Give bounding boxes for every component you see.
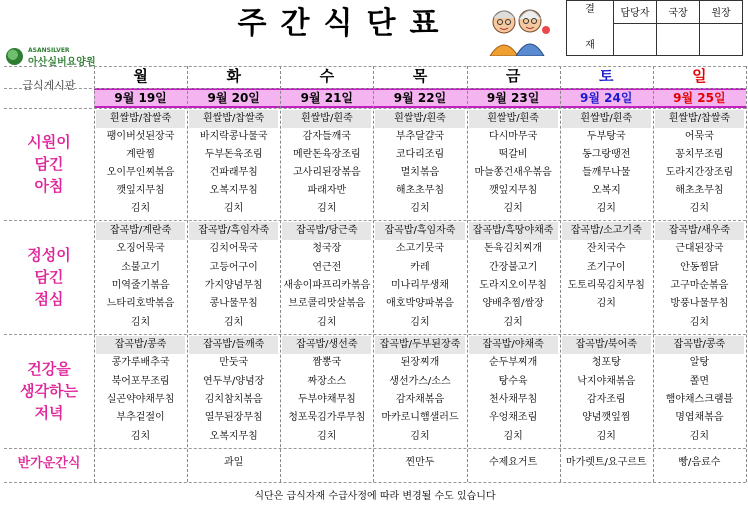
day-date-4: 9월 22일	[393, 91, 447, 105]
menu-item: 방풍나물무침	[670, 298, 729, 310]
menu-item: 알탕	[689, 357, 710, 369]
day-name-5: 금	[505, 67, 521, 85]
menu-item: 멸치볶음	[400, 167, 440, 178]
menu-item: 김치	[410, 203, 430, 214]
menu-item: 고구마순볶음	[670, 279, 729, 291]
menu-cell	[94, 110, 187, 220]
menu-item: 계란찜	[126, 149, 156, 160]
menu-item: 김치	[596, 298, 616, 310]
menu-item: 오징어묵국	[116, 243, 165, 255]
menu-item: 돈육김치찌개	[484, 243, 543, 255]
menu-cell	[560, 336, 653, 448]
menu-item: 들깨무나물	[582, 167, 631, 178]
menu-staple: 잡곡밥/흑임자죽	[375, 222, 464, 240]
menu-staple: 잡곡밥/계란죽	[96, 222, 185, 240]
menu-cell	[373, 336, 466, 448]
menu-item: 김치	[410, 316, 430, 328]
menu-item: 오복지무침	[209, 185, 258, 196]
menu-item: 낙지야채볶음	[577, 375, 636, 387]
menu-item: 조기구이	[586, 261, 626, 273]
meal-label-2	[4, 244, 94, 310]
menu-staple: 흰쌀밥/찹쌀죽	[655, 110, 744, 128]
menu-cell	[467, 336, 560, 448]
meal-label-line: 아침	[34, 177, 64, 195]
menu-item: 근대된장국	[675, 243, 724, 255]
menu-item: 김치어묵국	[209, 243, 258, 255]
menu-item: 연근전	[312, 261, 342, 273]
menu-item: 콩나물무침	[209, 298, 258, 310]
menu-item: 청국장	[312, 243, 342, 255]
menu-item: 청포탕	[591, 357, 621, 369]
menu-item: 건파래무침	[209, 167, 258, 178]
meal-label-line: 담긴	[34, 155, 64, 173]
menu-item: 두부돈육조림	[204, 149, 263, 160]
day-name-4: 목	[412, 67, 428, 85]
menu-item: 김치	[130, 316, 151, 328]
row-divider	[4, 66, 746, 67]
snack-item: 마가렛트/요구르트	[565, 457, 647, 468]
menu-item: 생선가스/소스	[389, 375, 451, 387]
menu-item: 된장찌개	[400, 357, 440, 369]
menu-item: 짜장소스	[307, 375, 347, 387]
menu-item: 마늘쫑건새우볶음	[474, 167, 552, 178]
footer-note: 식단은 급식자재 수급사정에 따라 변경될 수도 있습니다	[254, 491, 496, 502]
menu-item: 김치	[689, 430, 710, 442]
menu-cell	[560, 110, 653, 220]
approval-box	[566, 0, 743, 56]
menu-staple: 흰쌀밥/찹쌀죽	[189, 110, 278, 128]
menu-cell	[653, 110, 746, 220]
menu-cell	[187, 110, 280, 220]
approval-label-top: 결	[585, 4, 595, 15]
menu-item: 짬뽕국	[312, 357, 342, 369]
menu-item: 양념깻잎찜	[582, 412, 631, 424]
menu-staple: 잡곡밥/생선죽	[282, 336, 371, 354]
approval-sign-1[interactable]	[614, 23, 657, 56]
menu-staple: 흰쌀밥/흰죽	[562, 110, 651, 128]
menu-item: 명엽채볶음	[675, 412, 724, 424]
menu-item: 김치	[596, 430, 616, 442]
day-name-2: 화	[226, 67, 241, 85]
menu-item: 감자들깨국	[302, 131, 351, 142]
menu-item: 고등어구이	[209, 261, 258, 273]
menu-staple: 흰쌀밥/찹쌀죽	[96, 110, 185, 128]
menu-item: 쫄면	[689, 375, 710, 387]
menu-staple: 잡곡밥/당근죽	[282, 222, 371, 240]
menu-item: 오복지	[591, 185, 621, 196]
menu-item: 떡갈비	[498, 149, 528, 160]
snack-item	[94, 448, 187, 482]
menu-item: 김치	[317, 430, 337, 442]
day-date-2: 9월 20일	[207, 91, 260, 105]
menu-item: 안동찜닭	[680, 261, 719, 273]
row-divider	[4, 108, 746, 109]
menu-cell	[280, 222, 373, 334]
menu-cell	[467, 222, 560, 334]
menu-item: 브로콜리맛살볶음	[288, 298, 366, 310]
meal-label-line: 담긴	[34, 268, 64, 286]
menu-item: 김치참치볶음	[204, 393, 263, 405]
day-date-7: 9월 25일	[673, 91, 726, 105]
menu-cell	[467, 110, 560, 220]
row-divider	[4, 334, 746, 335]
menu-item: 감자채볶음	[395, 393, 445, 405]
row-divider	[4, 220, 746, 221]
menu-item: 햄야채스크램블	[665, 393, 734, 405]
menu-staple: 잡곡밥/들깨죽	[189, 336, 278, 354]
meal-label-line: 점심	[34, 290, 64, 308]
menu-item: 콩가루배추국	[111, 357, 170, 369]
menu-item: 팽이버섯된장국	[106, 131, 175, 142]
menu-item: 두부야채무침	[297, 393, 356, 405]
menu-item: 코다리조림	[395, 149, 445, 160]
meal-label-line: 시원이	[27, 133, 71, 151]
menu-staple: 잡곡밥/새우죽	[655, 222, 744, 240]
menu-item: 부추달걀국	[395, 131, 445, 142]
menu-item: 양배추찜/쌈장	[482, 298, 544, 310]
menu-cell	[653, 336, 746, 448]
menu-item: 동그랑땡전	[582, 149, 631, 160]
menu-item: 느타리호박볶음	[106, 298, 175, 310]
menu-staple: 흰쌀밥/흰죽	[282, 110, 371, 128]
menu-item: 미역줄기볶음	[111, 279, 170, 291]
menu-cell	[187, 222, 280, 334]
menu-item: 김치	[689, 316, 710, 328]
logo	[6, 46, 136, 66]
row-divider	[4, 482, 746, 483]
menu-item: 우엉채조림	[488, 412, 538, 424]
day-name-3: 수	[319, 67, 335, 85]
menu-item: 천사채무침	[488, 393, 538, 405]
menu-item: 파래자반	[307, 185, 347, 196]
menu-item: 해초초무침	[395, 185, 445, 196]
logo-small-text: ASANSILVER	[28, 47, 70, 54]
menu-item: 김치	[317, 316, 337, 328]
board-label: 급식게시판	[22, 79, 76, 92]
menu-item: 도라지오이무침	[479, 279, 547, 291]
snack-item: 과일	[224, 457, 244, 468]
approval-col-1: 담당자	[614, 1, 657, 24]
menu-cell	[560, 222, 653, 334]
day-date-5: 9월 23일	[486, 91, 540, 105]
menu-staple: 잡곡밥/콩죽	[96, 336, 185, 354]
menu-cell	[94, 222, 187, 334]
menu-item: 애호박양파볶음	[386, 298, 454, 310]
menu-item: 오복지무침	[209, 430, 258, 442]
meal-label-line: 정성이	[27, 246, 71, 264]
menu-item: 어묵국	[684, 131, 714, 142]
elderly-couple-icon	[482, 4, 552, 56]
row-divider	[4, 88, 746, 89]
menu-cell	[187, 336, 280, 448]
snack-item: 찐만두	[405, 457, 435, 468]
menu-item: 소고기뭇국	[395, 243, 445, 255]
menu-item: 감자조림	[586, 393, 626, 405]
menu-item: 김치	[503, 316, 523, 328]
menu-item: 김치	[503, 203, 523, 214]
meal-label-line: 생각하는	[20, 382, 78, 400]
approval-col-3: 원장	[700, 1, 743, 24]
menu-cell	[373, 110, 466, 220]
menu-staple: 잡곡밥/콩죽	[655, 336, 744, 354]
approval-sign-2[interactable]	[657, 23, 700, 56]
logo-name: 아산실버요양원	[28, 57, 96, 68]
menu-item: 도토리묵김치무침	[567, 279, 645, 291]
menu-item: 실곤약야채무침	[106, 393, 175, 405]
menu-staple: 잡곡밥/두부된장죽	[375, 336, 464, 354]
menu-item: 다시마무국	[488, 131, 538, 142]
menu-item: 마카로니햄샐러드	[381, 412, 459, 424]
menu-staple: 잡곡밥/북어죽	[562, 336, 651, 354]
menu-staple: 흰쌀밥/흰죽	[469, 110, 558, 128]
menu-item: 북어포무조림	[111, 375, 170, 387]
menu-item: 두부탕국	[586, 131, 626, 142]
menu-item: 김치	[130, 203, 151, 214]
menu-item: 김치	[224, 316, 244, 328]
menu-item: 깻잎지무침	[116, 185, 165, 196]
menu-item: 잔치국수	[586, 243, 626, 255]
menu-item: 오이무인찌볶음	[106, 167, 175, 178]
menu-item: 메란돈육장조림	[293, 149, 361, 160]
menu-staple: 잡곡밥/야채죽	[469, 336, 558, 354]
menu-cell	[94, 336, 187, 448]
menu-item: 탕수육	[498, 375, 528, 387]
meal-label-line: 건강을	[27, 360, 71, 378]
menu-item: 김치	[596, 203, 616, 214]
menu-item: 김치	[503, 430, 523, 442]
menu-item: 청포묵김가루무침	[288, 412, 366, 424]
menu-item: 김치	[224, 203, 244, 214]
menu-item: 순두부찌개	[488, 357, 538, 369]
menu-item: 만둣국	[219, 357, 249, 369]
menu-item: 김치	[689, 203, 710, 214]
menu-item: 김치	[410, 430, 430, 442]
menu-staple: 잡곡밥/흑땅야채죽	[469, 222, 558, 240]
menu-cell	[280, 336, 373, 448]
logo-mark-icon	[6, 48, 23, 65]
menu-item: 고사리된장볶음	[293, 167, 361, 178]
snack-label: 반가운간식	[17, 456, 81, 471]
menu-staple: 잡곡밥/흑임자죽	[189, 222, 278, 240]
menu-staple: 잡곡밥/소고기죽	[562, 222, 651, 240]
menu-item: 김치	[130, 430, 151, 442]
menu-table	[4, 66, 746, 484]
menu-item: 카레	[410, 261, 430, 273]
day-date-3: 9월 21일	[300, 91, 354, 105]
page-title: 주간식단표	[237, 6, 453, 41]
day-date-6: 9월 24일	[580, 91, 633, 105]
snack-item	[280, 448, 373, 482]
menu-item: 연두부/양념장	[203, 375, 265, 387]
menu-cell	[653, 222, 746, 334]
day-name-6: 토	[599, 67, 614, 85]
day-name-1: 월	[133, 67, 148, 85]
menu-cell	[373, 222, 466, 334]
day-name-7: 일	[692, 67, 707, 85]
menu-item: 열무된장무침	[204, 412, 263, 424]
menu-item: 가지양념무침	[204, 279, 263, 291]
menu-staple: 흰쌀밥/흰죽	[375, 110, 464, 128]
menu-item: 부추겉절이	[116, 412, 165, 424]
approval-col-2: 국장	[657, 1, 700, 24]
menu-item: 미나리무생채	[390, 279, 449, 291]
menu-item: 소불고기	[121, 261, 160, 273]
menu-item: 꽁치무조림	[675, 149, 724, 160]
menu-item: 새송이파프리카볶음	[283, 279, 371, 291]
menu-item: 해초초무침	[675, 185, 724, 196]
menu-cell	[280, 110, 373, 220]
snack-item: 수제요거트	[488, 457, 538, 468]
approval-sign-3[interactable]	[700, 23, 743, 56]
approval-label-bottom: 재	[585, 40, 595, 51]
meal-label-3	[4, 358, 94, 424]
meal-label-1	[4, 131, 94, 197]
menu-item: 김치	[317, 203, 337, 214]
menu-item: 바지락콩나물국	[199, 131, 268, 142]
menu-item: 간장불고기	[488, 261, 538, 273]
meal-label-line: 저녁	[34, 404, 64, 422]
menu-item: 도라지간장조림	[665, 167, 734, 178]
day-date-1: 9월 19일	[114, 91, 167, 105]
menu-item: 깻잎지무침	[488, 185, 538, 196]
snack-item: 빵/음료수	[678, 457, 721, 468]
